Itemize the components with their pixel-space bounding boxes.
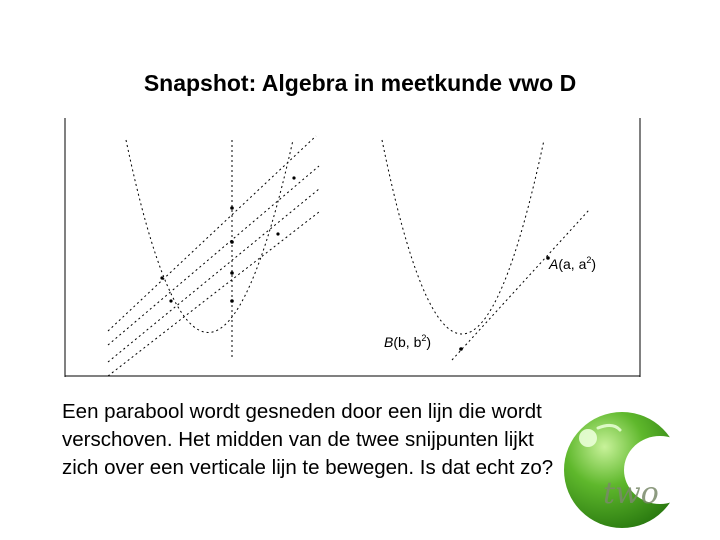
parallel-line-3 — [108, 189, 319, 362]
chord-line — [452, 210, 589, 360]
left-parabola — [126, 140, 293, 333]
body-text: Een parabool wordt gesneden door een lijn die wordt verschoven. Het midden van de twee snijpunten lijkt zich over een verticale lijn te bewegen. Is dat echt zo? — [62, 400, 554, 479]
point-b-dot — [459, 347, 463, 351]
parabola-figure — [64, 118, 641, 377]
parallel-line-1 — [108, 136, 316, 331]
midpoint-dot-2 — [230, 240, 234, 244]
intersection-dot-1 — [160, 276, 163, 279]
slide-title: Snapshot: Algebra in meetkunde vwo D — [143, 70, 577, 96]
logo-icon — [558, 408, 698, 528]
intersection-dot-3 — [292, 176, 295, 179]
logo-highlight-dot — [579, 429, 597, 447]
midpoint-dot-1 — [230, 206, 234, 210]
two-logo — [558, 408, 698, 528]
parallel-line-2 — [108, 166, 319, 345]
midpoint-dot-4 — [230, 299, 234, 303]
right-parabola — [382, 140, 544, 334]
parallel-line-4 — [108, 212, 319, 376]
intersection-dot-2 — [169, 299, 172, 302]
logo-text: two — [603, 476, 659, 511]
label-point-b: B(b, $b^2$) — [384, 333, 432, 350]
midpoint-dot-3 — [230, 271, 234, 275]
parabola-figure-svg — [64, 118, 641, 377]
intersection-dot-4 — [276, 232, 279, 235]
label-point-a: A(a, $a^2$) — [549, 255, 597, 272]
